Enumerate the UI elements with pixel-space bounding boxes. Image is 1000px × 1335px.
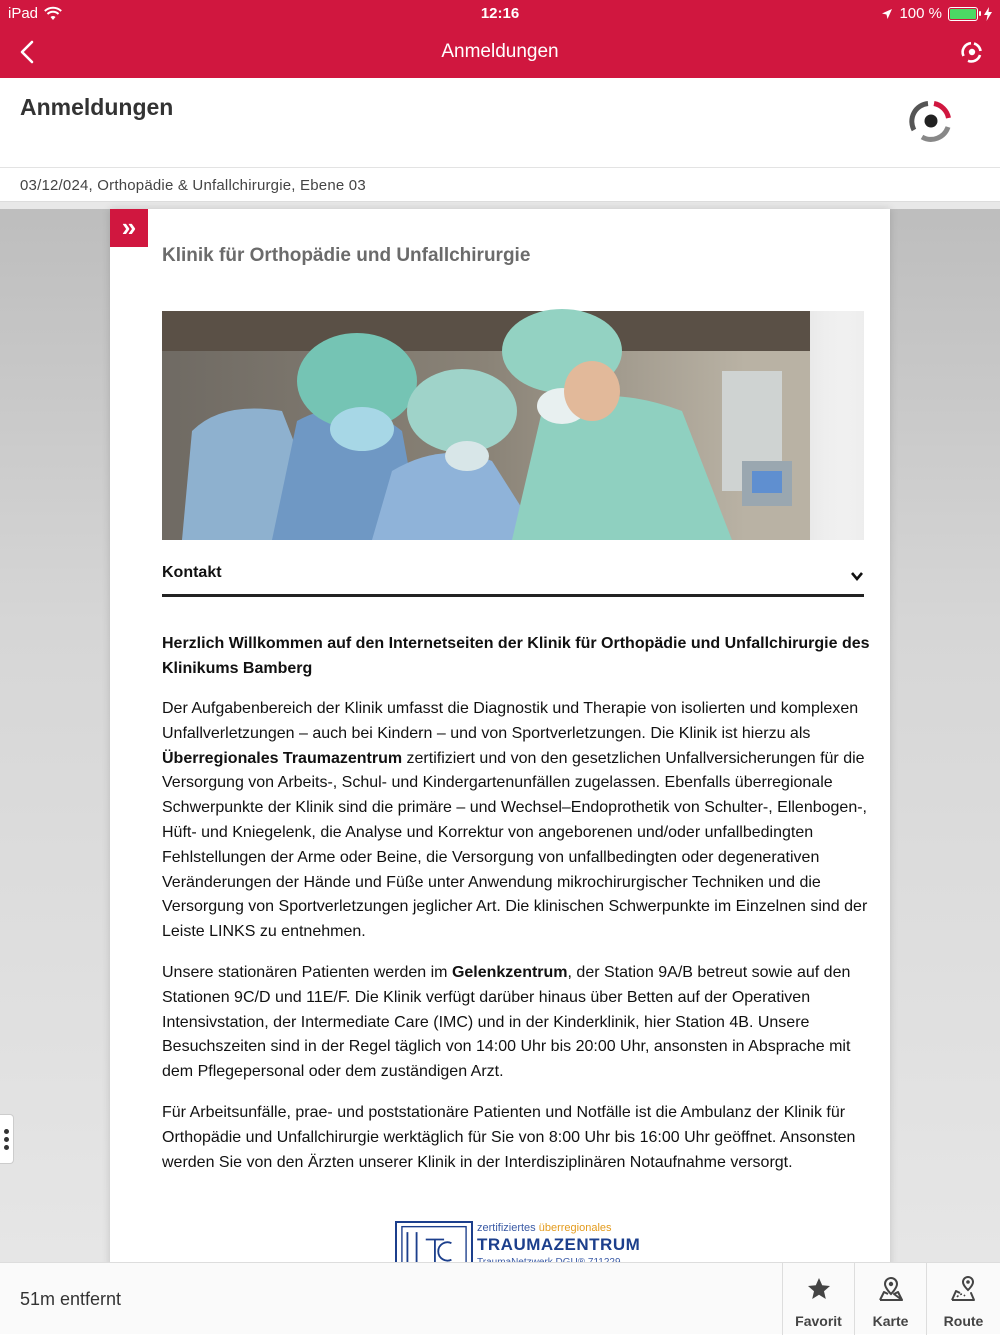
paragraph-2 (162, 961, 872, 1085)
location-arrow-icon (881, 8, 893, 20)
route-label: Route (943, 1313, 984, 1329)
web-content[interactable] (0, 202, 1000, 1262)
web-page (110, 209, 890, 1269)
chevron-down-icon (850, 569, 864, 583)
karte-button[interactable] (854, 1263, 926, 1335)
kontakt-label: Kontakt (162, 564, 222, 581)
article-body (162, 631, 872, 1191)
web-top-strip (0, 202, 1000, 209)
paragraph-2-part: Unsere stationären Patienten werden im (162, 963, 452, 981)
badge-line-1-highlight: überregionales (538, 1222, 612, 1234)
distance-label: 51m entfernt (20, 1289, 122, 1309)
side-drawer-handle[interactable] (0, 1114, 14, 1164)
clinic-logo-icon (906, 96, 956, 146)
nav-title: Anmeldungen (441, 41, 559, 62)
charging-icon (984, 7, 992, 21)
location-subline (0, 168, 1000, 202)
clinic-title: Klinik für Orthopädie und Unfallchirurgie (162, 245, 531, 266)
status-bar (0, 0, 1000, 26)
surgeons-photo (162, 311, 864, 540)
page-header (0, 78, 1000, 168)
favorit-button[interactable] (782, 1263, 854, 1335)
badge-line-1 (477, 1222, 612, 1234)
clock: 12:16 (480, 5, 520, 22)
favorit-label: Favorit (795, 1313, 842, 1329)
handle-dot (4, 1129, 9, 1134)
bottom-toolbar (0, 1262, 1000, 1334)
badge-line-1-part: zertifiziertes (477, 1222, 539, 1234)
top-bar (0, 0, 1000, 78)
battery-percent: 100 % (899, 5, 942, 22)
paragraph-1-part: Der Aufgabenbereich der Klinik umfasst die Diagnostik und Therapie von isolierten und komplexen Unfallverletzungen – auch bei Kindern – und von Sportverletzungen. Die Klinik ist hierzu als (162, 700, 859, 742)
menu-toggle-button[interactable]: » (110, 209, 148, 247)
route-button[interactable] (926, 1263, 1000, 1335)
device-label: iPad (8, 5, 39, 22)
handle-dot (4, 1137, 9, 1142)
paragraph-1-part: zertifiziert und von den gesetzlichen Unfallversicherungen für die Versorgung von Arbeits-, Schul- und Kindergartenunfällen zugelassen. Ebenfalls überregionale Schwerpunkte der Klinik sind die primäre – und Wechsel–Endoprothetik von Schulter-, Ellenbogen-, Hüft- und Kniegelenk, die Analyse und Korrektur von angeborenen und/oder unfallbedingten Fehlstellungen der Arme oder Beine, die Versorgung von unfallbedingten oder degenerativen Veränderungen der Hände und Füße unter Anwendung mikrochirurgischer Techniken und die Versorgung von Sportverletzungen jeglicher Art. Die klinischen Schwerpunkte im Einzelnen sind der Leiste LINKS zu entnehmen. (162, 749, 868, 941)
paragraph-1 (162, 697, 872, 945)
map-pin-icon (877, 1275, 905, 1303)
star-icon (805, 1275, 833, 1303)
handle-dot (4, 1145, 9, 1150)
route-icon (949, 1275, 977, 1303)
paragraph-2-bold: Gelenkzentrum (451, 963, 568, 981)
welcome-heading: Herzlich Willkommen auf den Internetseiten der Klinik für Orthopädie und Unfallchirurgie des Klinikums Bamberg (162, 635, 870, 677)
karte-label: Karte (872, 1313, 909, 1329)
paragraph-3: Für Arbeitsunfälle, prae- und poststationäre Patienten und Notfälle ist die Ambulanz der Klinik für Orthopädie und Unfallchirurgie werktäglich für Sie von 8:00 Uhr bis 16:00 Uhr geöffnet. Ansonsten werden Sie von den Ärzten unserer Klinik in der Interdisziplinären Notaufnahme versorgt. (162, 1103, 856, 1171)
clinic-logo-icon[interactable] (960, 40, 984, 64)
location-text: 03/12/024, Orthopädie & Unfallchirurgie, Ebene 03 (20, 177, 366, 194)
navigation-bar (0, 26, 1000, 78)
page-title: Anmeldungen (20, 94, 174, 120)
kontakt-accordion[interactable] (162, 559, 864, 597)
paragraph-2-part: , der Station 9A/B betreut sowie auf den Stationen 9C/D und 11E/F. Die Klinik verfügt darüber hinaus über Betten auf der Operativen Intensivstation, der Intermediate Care (IMC) und in der Kinderklinik, hier Station 4B. Unsere Besuchszeiten sind in der Regel täglich von 14:00 Uhr bis 20:00 Uhr, ansonsten in Absprache mit dem Pflegepersonal oder dem zuständigen Arzt. (162, 963, 851, 1081)
badge-line-2: TRAUMAZENTRUM (477, 1235, 641, 1254)
paragraph-1-bold: Überregionales Traumazentrum (162, 749, 403, 767)
battery-icon (948, 7, 978, 21)
